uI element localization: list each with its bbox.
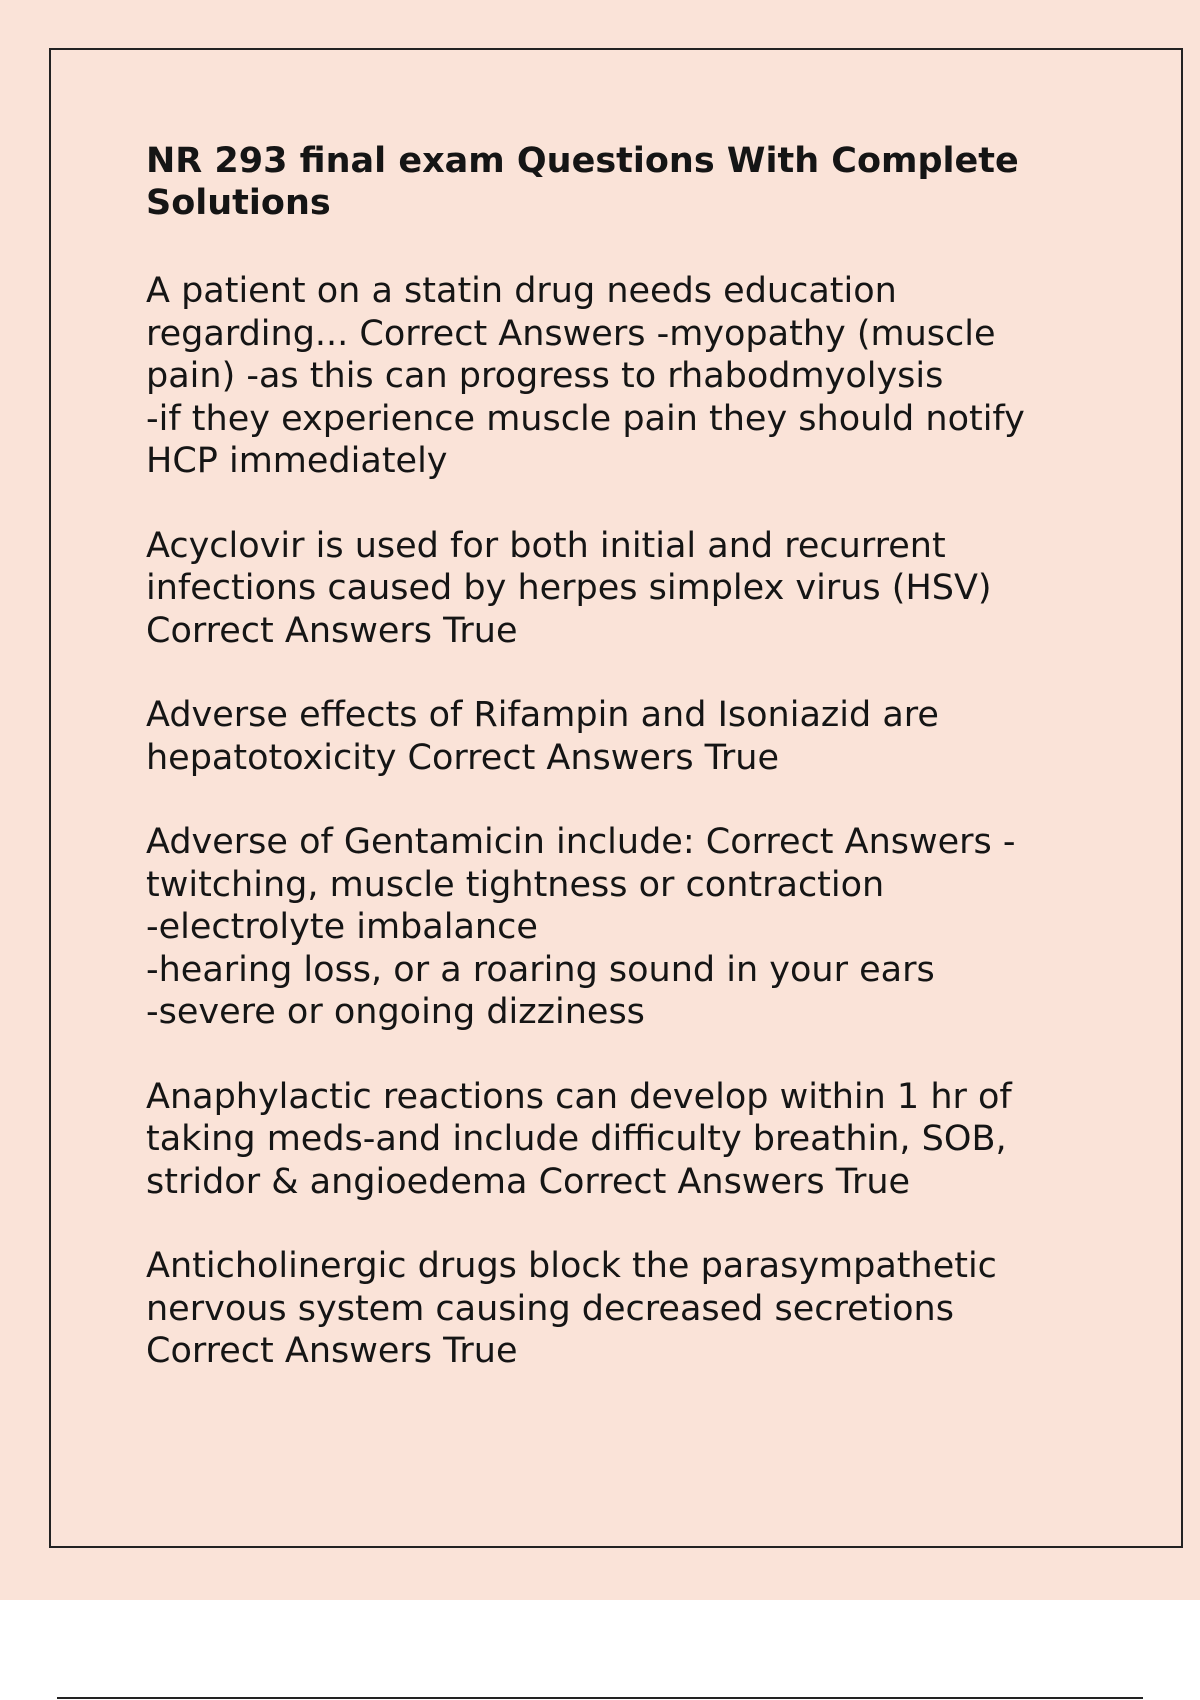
qa-item: Anaphylactic reactions can develop within 1 hr of taking meds-and include difficulty breathin, SOB, stridor & angioedema Correct Answers True xyxy=(146,1076,1012,1202)
document-body xyxy=(146,140,1106,1415)
qa-item: Adverse effects of Rifampin and Isoniazid are hepatotoxicity Correct Answers True xyxy=(146,695,939,778)
document-title: NR 293 final exam Questions With Complete Solutions xyxy=(146,141,1019,223)
bottom-divider xyxy=(57,1697,1143,1699)
qa-item: A patient on a statin drug needs education regarding... Correct Answers -myopathy (muscle pain) -as this can progress to rhabodmyolysis -if they experience muscle pain they should notify HCP immediately xyxy=(146,271,1025,481)
qa-item: Anticholinergic drugs block the parasympathetic nervous system causing decreased secretions Correct Answers True xyxy=(146,1246,997,1371)
qa-list xyxy=(146,270,1106,1373)
qa-item: Acyclovir is used for both initial and recurrent infections caused by herpes simplex virus (HSV) Correct Answers True xyxy=(146,525,992,651)
qa-item: Adverse of Gentamicin include: Correct Answers - twitching, muscle tightness or contraction -electrolyte imbalance -hearing loss, or a roaring sound in your ears -severe or ongoing dizziness xyxy=(146,822,1016,1032)
